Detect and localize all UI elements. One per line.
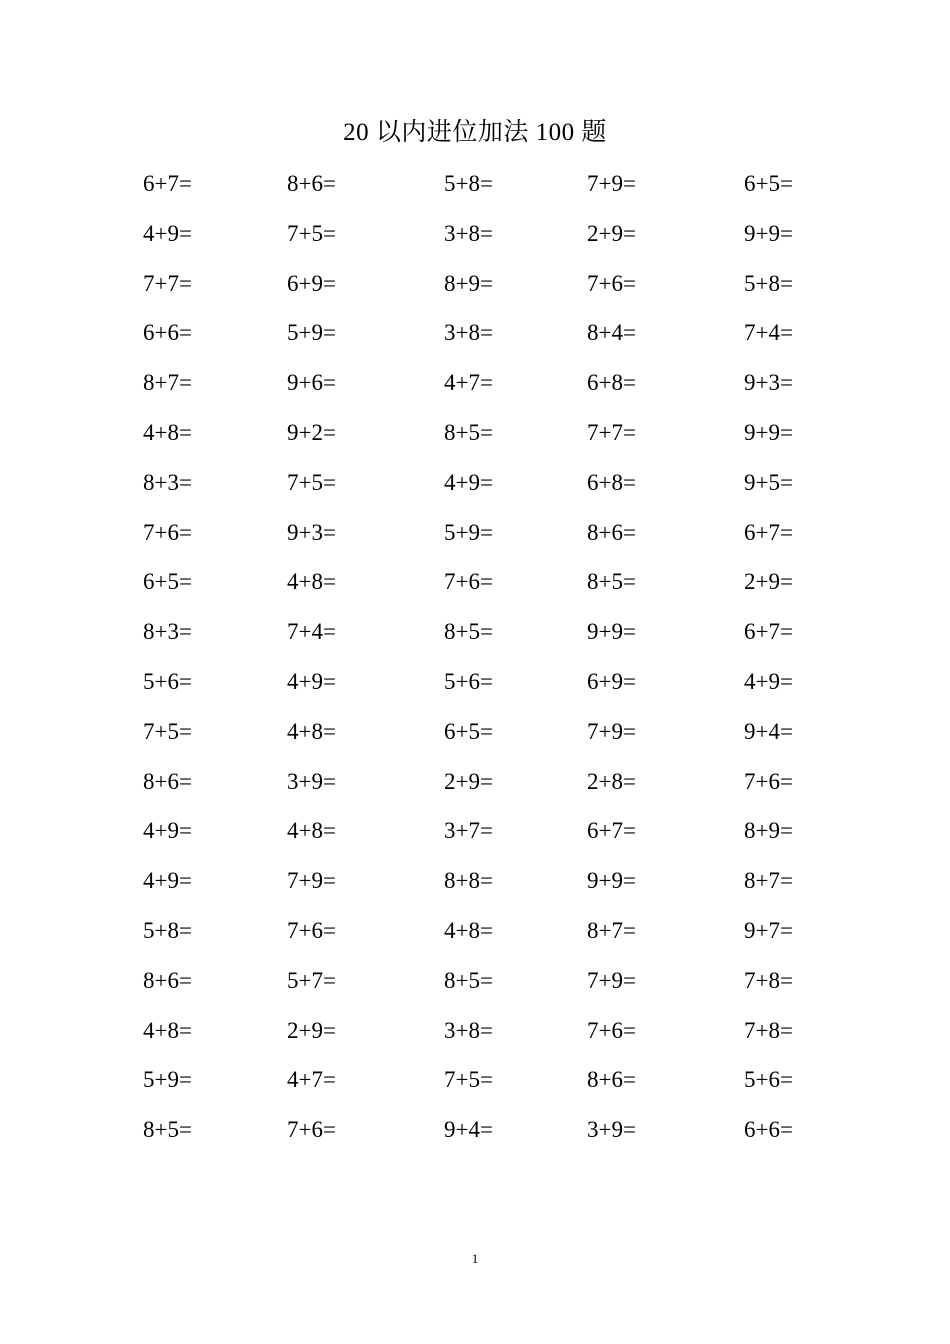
problem-item: 6+5= [444, 718, 493, 744]
problem-item: 6+8= [587, 469, 636, 495]
problem-row [143, 863, 843, 913]
problem-item: 9+9= [587, 619, 636, 645]
problem-row [143, 216, 843, 266]
problem-item: 7+5= [444, 1067, 493, 1093]
problem-item: 5+6= [143, 668, 192, 694]
problem-item: 4+8= [143, 1017, 192, 1043]
problem-item: 4+8= [287, 718, 336, 744]
problem-row [143, 1112, 843, 1162]
problem-item: 8+5= [587, 569, 636, 595]
problem-item: 6+7= [744, 519, 793, 545]
problem-item: 6+9= [587, 668, 636, 694]
problem-item: 8+9= [744, 818, 793, 844]
problem-item: 4+9= [744, 668, 793, 694]
problem-item: 6+6= [143, 320, 192, 346]
problem-item: 3+8= [444, 320, 493, 346]
problem-item: 2+9= [444, 768, 493, 794]
problem-item: 8+4= [587, 320, 636, 346]
problem-item: 6+6= [744, 1117, 793, 1143]
problem-row [143, 1013, 843, 1063]
problem-item: 7+7= [587, 419, 636, 445]
problem-item: 8+3= [143, 469, 192, 495]
page-title: 20 以内进位加法 100 题 [343, 119, 607, 146]
problem-item: 3+9= [287, 768, 336, 794]
problem-item: 8+5= [444, 419, 493, 445]
problem-row [143, 1062, 843, 1112]
problem-item: 5+6= [444, 668, 493, 694]
problem-row [143, 415, 843, 465]
problem-item: 5+9= [143, 1067, 192, 1093]
problem-item: 4+9= [287, 668, 336, 694]
problem-item: 9+4= [444, 1117, 493, 1143]
problem-item: 8+5= [143, 1117, 192, 1143]
problem-item: 9+9= [744, 419, 793, 445]
problem-item: 9+9= [744, 220, 793, 246]
problem-item: 7+8= [744, 1017, 793, 1043]
problem-item: 8+5= [444, 967, 493, 993]
problem-item: 4+7= [287, 1067, 336, 1093]
problem-item: 5+9= [444, 519, 493, 545]
problem-item: 7+7= [143, 270, 192, 296]
problem-item: 7+6= [587, 1017, 636, 1043]
problem-item: 2+9= [587, 220, 636, 246]
problem-row [143, 315, 843, 365]
problem-row [143, 365, 843, 415]
problem-item: 3+8= [444, 1017, 493, 1043]
problem-item: 7+6= [143, 519, 192, 545]
problem-item: 2+9= [287, 1017, 336, 1043]
problem-item: 4+9= [143, 818, 192, 844]
problem-item: 4+8= [143, 419, 192, 445]
problem-item: 4+8= [444, 917, 493, 943]
problem-item: 8+3= [143, 619, 192, 645]
problem-item: 8+6= [143, 768, 192, 794]
problem-item: 3+7= [444, 818, 493, 844]
problem-item: 7+9= [587, 171, 636, 196]
problem-item: 3+9= [587, 1117, 636, 1143]
problem-grid [143, 166, 843, 1162]
problem-row [143, 764, 843, 814]
problem-row [143, 465, 843, 515]
problem-row [143, 515, 843, 565]
problem-item: 7+5= [143, 718, 192, 744]
problem-item: 6+9= [287, 270, 336, 296]
problem-item: 5+7= [287, 967, 336, 993]
problem-item: 9+7= [744, 917, 793, 943]
problem-item: 5+9= [287, 320, 336, 346]
problem-item: 5+6= [744, 1067, 793, 1093]
problem-item: 7+6= [287, 1117, 336, 1143]
problem-item: 8+7= [744, 868, 793, 894]
problem-item: 7+6= [744, 768, 793, 794]
problem-item: 8+6= [287, 171, 336, 196]
problem-item: 6+7= [143, 171, 192, 196]
page-number: 1 [471, 1251, 479, 1266]
problem-item: 2+9= [744, 569, 793, 595]
problem-item: 8+7= [143, 370, 192, 396]
problem-item: 9+3= [287, 519, 336, 545]
problem-item: 7+9= [587, 967, 636, 993]
problem-item: 7+6= [444, 569, 493, 595]
problem-item: 8+6= [587, 519, 636, 545]
problem-item: 3+8= [444, 220, 493, 246]
problem-item: 9+3= [744, 370, 793, 396]
problem-item: 6+7= [744, 619, 793, 645]
problem-item: 9+2= [287, 419, 336, 445]
problem-item: 4+9= [143, 868, 192, 894]
problem-item: 8+7= [587, 917, 636, 943]
problem-item: 7+8= [744, 967, 793, 993]
problem-item: 6+5= [143, 569, 192, 595]
problem-item: 4+9= [143, 220, 192, 246]
problem-item: 7+4= [287, 619, 336, 645]
problem-item: 6+5= [744, 171, 793, 196]
problem-item: 4+8= [287, 818, 336, 844]
problem-item: 8+8= [444, 868, 493, 894]
problem-row [143, 913, 843, 963]
problem-item: 7+6= [287, 917, 336, 943]
problem-item: 8+6= [143, 967, 192, 993]
problem-item: 7+9= [587, 718, 636, 744]
problem-row [143, 614, 843, 664]
problem-row [143, 564, 843, 614]
problem-row [143, 266, 843, 316]
problem-item: 7+4= [744, 320, 793, 346]
problem-item: 8+6= [587, 1067, 636, 1093]
problem-item: 4+8= [287, 569, 336, 595]
problem-item: 9+9= [587, 868, 636, 894]
problem-item: 6+7= [587, 818, 636, 844]
problem-item: 8+9= [444, 270, 493, 296]
problem-item: 4+9= [444, 469, 493, 495]
problem-row [143, 664, 843, 714]
problem-item: 5+8= [143, 917, 192, 943]
problem-item: 7+6= [587, 270, 636, 296]
problem-row [143, 166, 843, 216]
problem-item: 5+8= [444, 171, 493, 196]
problem-item: 7+9= [287, 868, 336, 894]
problem-item: 5+8= [744, 270, 793, 296]
problem-item: 9+5= [744, 469, 793, 495]
problem-item: 9+6= [287, 370, 336, 396]
problem-row [143, 714, 843, 764]
problem-item: 2+8= [587, 768, 636, 794]
problem-item: 7+5= [287, 469, 336, 495]
problem-item: 7+5= [287, 220, 336, 246]
problem-item: 8+5= [444, 619, 493, 645]
problem-item: 9+4= [744, 718, 793, 744]
problem-row [143, 963, 843, 1013]
problem-row [143, 813, 843, 863]
problem-item: 4+7= [444, 370, 493, 396]
problem-item: 6+8= [587, 370, 636, 396]
